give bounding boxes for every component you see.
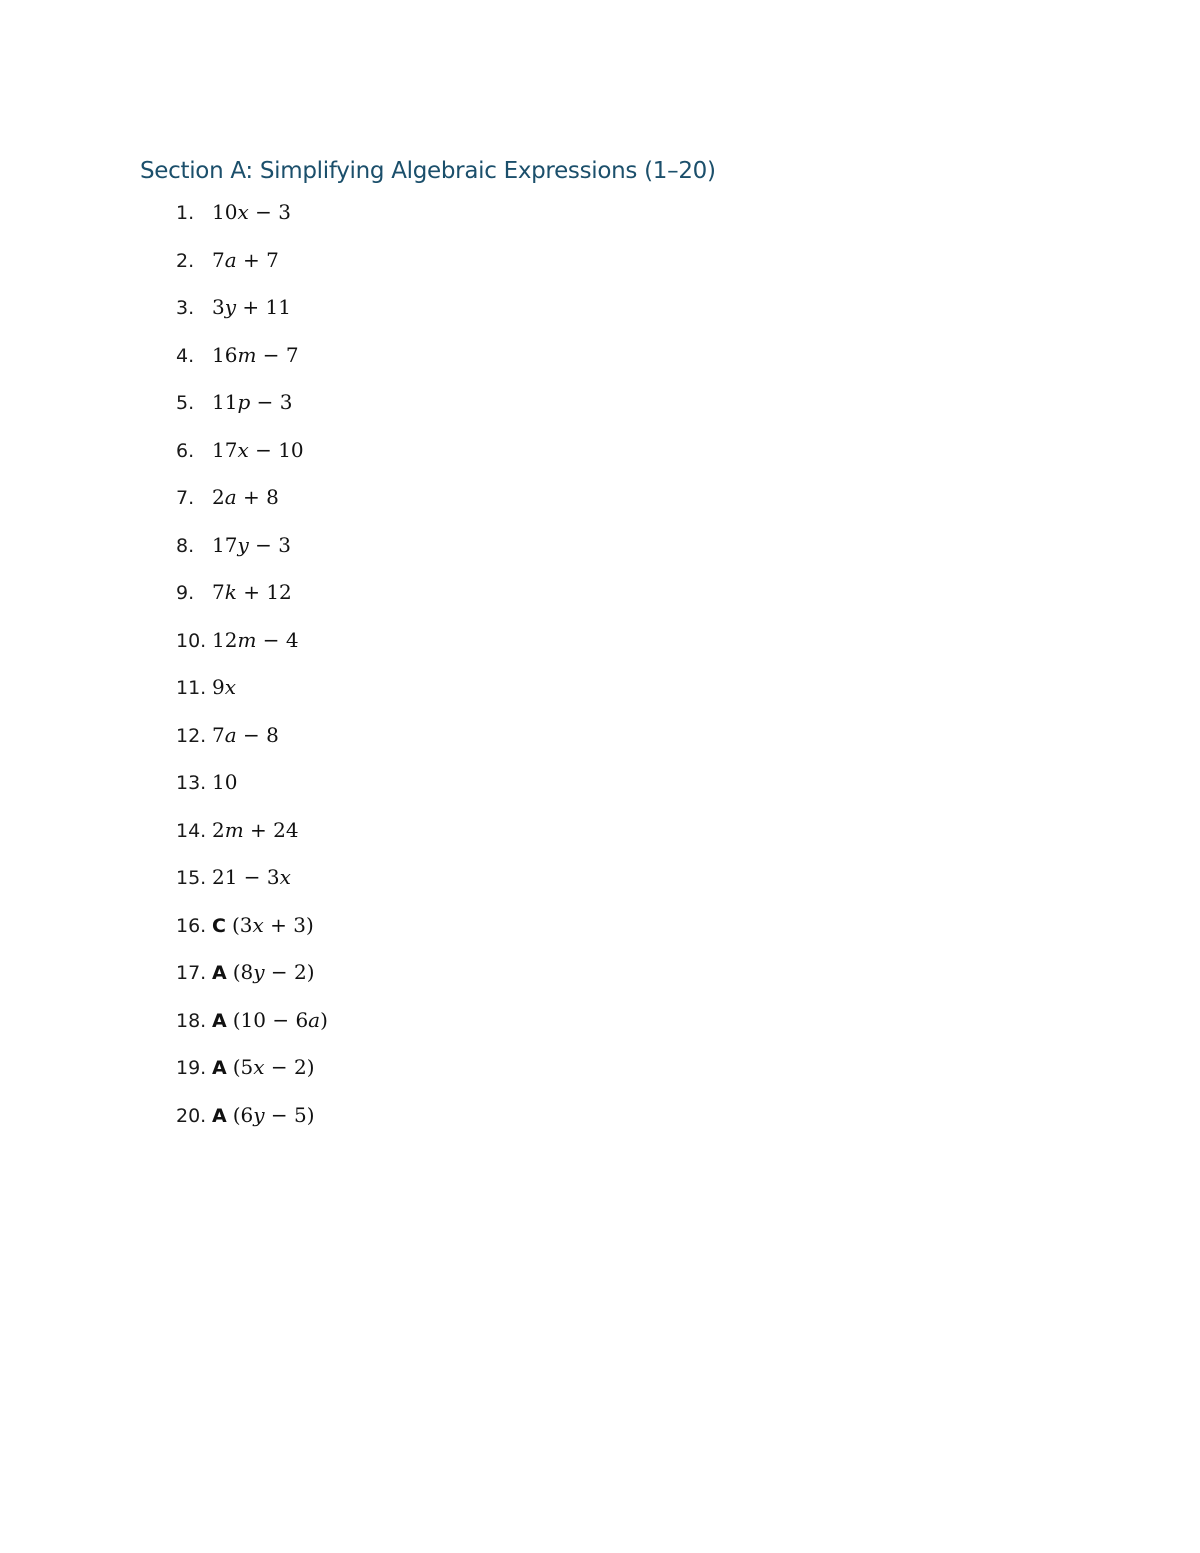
answer-expression: 11𝑝 − 3 <box>212 390 293 414</box>
answer-expression: 17𝑦 − 3 <box>212 532 291 557</box>
answer-expression: 7𝑘 + 12 <box>212 580 292 604</box>
answer-expression: 7𝑎 − 8 <box>212 722 279 747</box>
answer-expression: (5𝑥 − 2) <box>232 1055 315 1079</box>
answer-expression: 2𝑎 + 8 <box>212 485 279 509</box>
answer-expression: (3𝑥 + 3) <box>231 912 314 937</box>
answer-number: 11. <box>176 677 207 699</box>
answer-number: 3. <box>176 297 195 319</box>
answer-expression: 10 <box>212 770 238 794</box>
answer-number: 10. <box>176 629 207 652</box>
answer-number: 5. <box>176 392 195 414</box>
answer-item <box>176 1051 328 1099</box>
answer-item <box>176 766 328 814</box>
answer-expression: 12𝑚 − 4 <box>212 627 299 652</box>
answer-item <box>176 481 328 529</box>
answer-choice-letter: A <box>212 1009 227 1032</box>
answer-item <box>176 1004 328 1052</box>
answer-item <box>176 339 328 387</box>
answer-expression: 16𝑚 − 7 <box>212 342 299 367</box>
answer-item <box>176 576 328 624</box>
answer-expression: 3𝑦 + 11 <box>212 295 291 319</box>
answer-number: 7. <box>176 487 195 509</box>
answer-number: 20. <box>176 1104 207 1127</box>
answer-number: 13. <box>176 772 207 794</box>
answer-number: 17. <box>176 962 207 984</box>
answer-item <box>176 909 328 957</box>
answer-number: 12. <box>176 724 207 747</box>
answer-number: 14. <box>176 819 207 842</box>
answer-choice-letter: A <box>212 962 227 984</box>
answer-number: 16. <box>176 914 207 937</box>
answer-number: 15. <box>176 867 207 889</box>
answer-item <box>176 386 328 434</box>
answer-item <box>176 671 328 719</box>
answer-choice-letter: A <box>212 1104 227 1127</box>
answer-number: 1. <box>176 202 195 224</box>
answer-number: 6. <box>176 439 195 462</box>
answer-number: 8. <box>176 534 195 557</box>
answer-expression: 9𝑥 <box>212 675 237 699</box>
answer-item <box>176 719 328 767</box>
answer-item <box>176 861 328 909</box>
answer-item <box>176 529 328 577</box>
section-heading: Section A: Simplifying Algebraic Expressions (1–20) <box>140 158 716 184</box>
answer-item <box>176 291 328 339</box>
answer-expression: 10𝑥 − 3 <box>212 200 291 224</box>
answer-number: 4. <box>176 344 195 367</box>
answer-expression: 17𝑥 − 10 <box>212 437 304 462</box>
answer-list <box>176 196 328 1146</box>
answer-item <box>176 956 328 1004</box>
answer-number: 19. <box>176 1057 207 1079</box>
answer-expression: 21 − 3𝑥 <box>212 865 291 889</box>
answer-choice-letter: A <box>212 1057 227 1079</box>
answer-expression: (6𝑦 − 5) <box>232 1102 315 1127</box>
answer-item <box>176 1099 328 1147</box>
answer-number: 9. <box>176 582 195 604</box>
answer-item <box>176 244 328 292</box>
answer-choice-letter: C <box>212 914 226 937</box>
answer-expression: (10 − 6𝑎) <box>232 1007 328 1032</box>
answer-item <box>176 434 328 482</box>
answer-expression: (8𝑦 − 2) <box>232 960 315 984</box>
answer-item <box>176 814 328 862</box>
answer-number: 2. <box>176 249 195 272</box>
answer-expression: 2𝑚 + 24 <box>212 817 299 842</box>
answer-item <box>176 196 328 244</box>
answer-item <box>176 624 328 672</box>
answer-number: 18. <box>176 1009 207 1032</box>
answer-expression: 7𝑎 + 7 <box>212 247 279 272</box>
